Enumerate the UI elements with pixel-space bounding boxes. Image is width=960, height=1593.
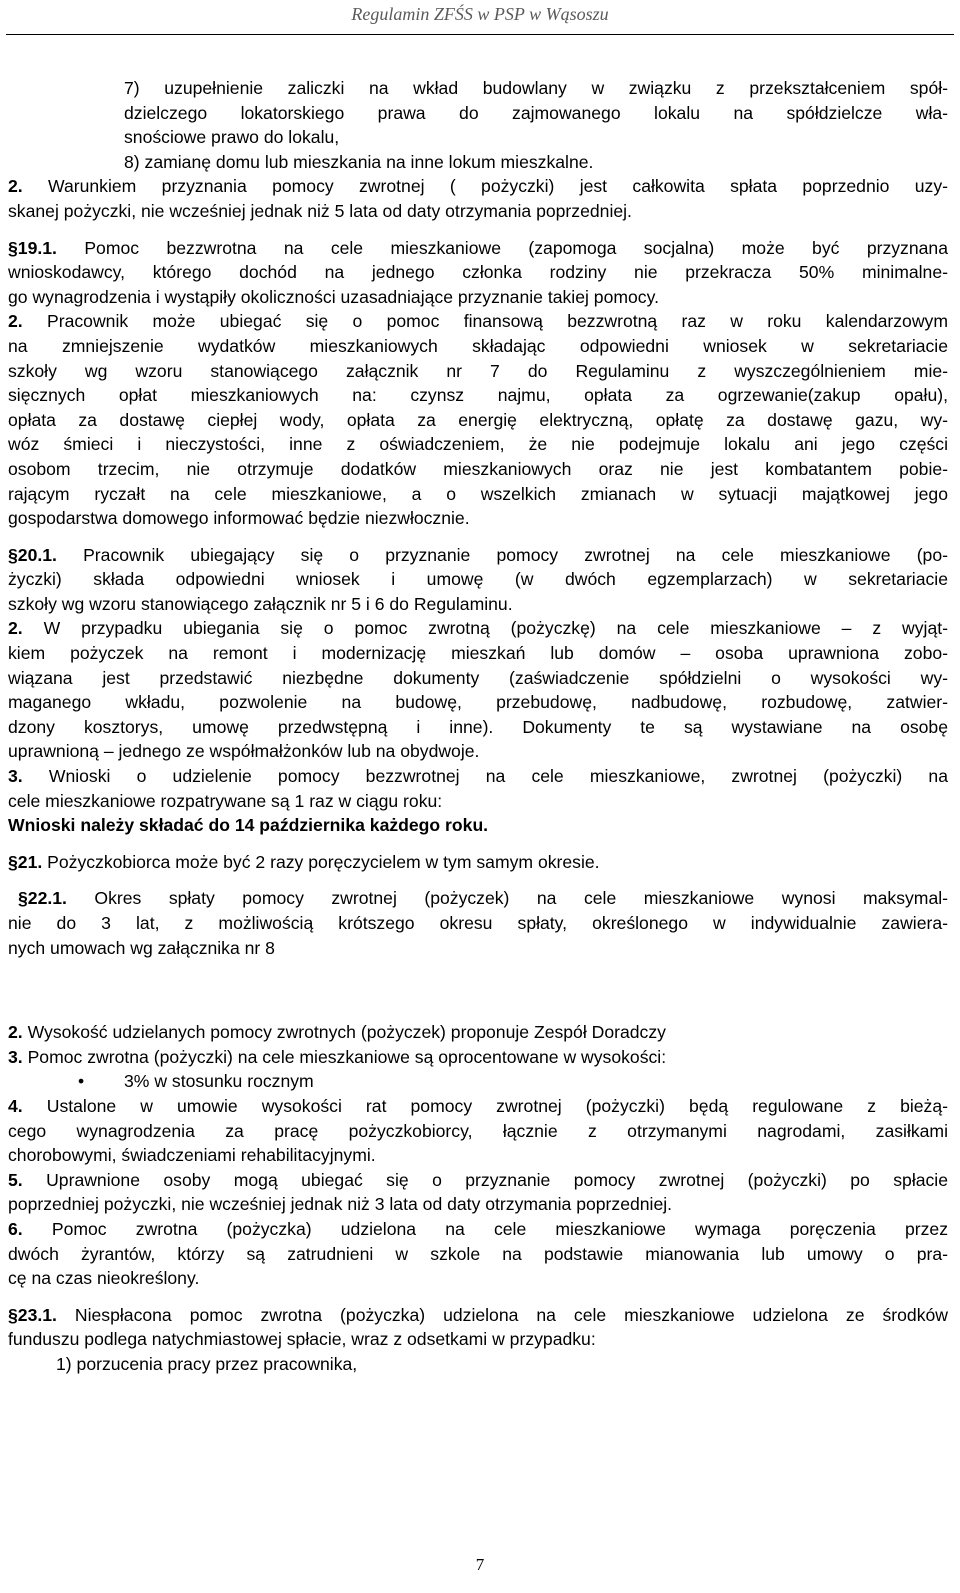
section-number: §23.1. (8, 1304, 57, 1325)
text-line: wóz śmieci i nieczystości, inne z oświadczeniem, że nie podejmuje lokalu ani jego części (8, 434, 948, 455)
text-line: uprawnioną – jednego ze współmałżonków lub na obydwoje. (8, 741, 480, 762)
text-line: skanej pożyczki, nie wcześniej jednak niż 5 lata od daty otrzymania poprzedniej. (8, 200, 632, 221)
section-number: §20.1. (8, 544, 57, 565)
text-line: cele mieszkaniowe rozpatrywane są 1 raz w ciągu roku: (8, 790, 443, 811)
section-number: §19.1. (8, 237, 57, 258)
text-line: osobom trzecim, nie otrzymuje dodatków mieszkaniowych oraz nie jest kombatantem pobie- (8, 458, 948, 479)
text-line: 5. Uprawnione osoby mogą ubiegać się o przyznanie pomocy zwrotnej (pożyczki) po spłacie (8, 1169, 948, 1190)
text-line: poprzedniej pożyczki, nie wcześniej jednak niż 3 lata od daty otrzymania poprzedniej. (8, 1194, 673, 1215)
text-line: dzielczego lokatorskiego prawa do zajmowanego lokalu na spółdzielcze wła- (124, 102, 948, 123)
text-line: funduszu podlega natychmiastowej spłacie, wraz z odsetkami w przypadku: (8, 1329, 596, 1350)
text-line: nych umowach wg załącznika nr 8 (8, 937, 275, 958)
text-line: 2. W przypadku ubiegania się o pomoc zwrotną (pożyczkę) na cele mieszkaniowe – z wyjąt- (8, 618, 948, 639)
text-line: wiązana jest przedstawić niezbędne dokumenty (zaświadczenie spółdzielni o wysokości wy- (8, 667, 948, 688)
text-line: wnioskodawcy, którego dochód na jednego członka rodziny nie przekracza 50% minimalne- (8, 262, 948, 283)
section-number: §21. (8, 851, 43, 872)
text-line: 6. Pomoc zwrotna (pożyczka) udzielona na cele mieszkaniowe wymaga poręczenia przez (8, 1218, 948, 1239)
text-line: cę na czas nieokreślony. (8, 1268, 200, 1289)
item-number: 2. (8, 176, 23, 197)
bullet-item: • 3% w stosunku rocznym (8, 1069, 948, 1094)
text-line: gospodarstwa domowego informować będzie niezwłocznie. (8, 508, 470, 529)
text-line: na zmniejszenie wydatków mieszkaniowych składając odpowiedni wniosek w sekretariacie (8, 335, 948, 356)
text-line: szkoły wg wzoru stanowiącego załącznik nr 5 i 6 do Regulaminu. (8, 593, 513, 614)
text-line: 2. Warunkiem przyznania pomocy zwrotnej ( pożyczki) jest całkowita spłata poprzednio uzy- (8, 176, 948, 197)
text-line: kiem pożyczek na remont i modernizację mieszkań lub domów – osoba uprawniona zobo- (8, 643, 948, 664)
section-23: §23.1. Niespłacona pomoc zwrotna (pożyczka) udzielona na cele mieszkaniowe udzielona ze środków (8, 1304, 948, 1325)
text-line: snościowe prawo do lokalu, (124, 127, 340, 148)
text-line: chorobowymi, świadczeniami rehabilitacyjnymi. (8, 1145, 376, 1166)
text-line: 2. Wysokość udzielanych pomocy zwrotnych (pożyczek) proponuje Zespół Doradczy (8, 1022, 666, 1043)
item-number: 2. (8, 618, 23, 639)
page-number: 7 (475, 1555, 485, 1574)
text-line: 3. Wnioski o udzielenie pomocy bezzwrotnej na cele mieszkaniowe, zwrotnej (pożyczki) na (8, 766, 948, 787)
section-22: §22.1. Okres spłaty pomocy zwrotnej (pożyczek) na cele mieszkaniowe wynosi maksymal- (18, 888, 948, 909)
text-line: sięcznych opłat mieszkaniowych na: czynsz najmu, opłata za ogrzewanie(zakup opału), (8, 385, 948, 406)
item-number: 3. (8, 766, 23, 787)
list-item: 1) porzucenia pracy przez pracownika, (56, 1353, 358, 1374)
item-number: 4. (8, 1095, 23, 1116)
item-number: 5. (8, 1169, 23, 1190)
header-rule (6, 34, 954, 35)
text-line: dwóch żyrantów, którzy są zatrudnieni w szkole na podstawie mianowania lub umowy o pra- (8, 1243, 948, 1264)
item-number: 3. (8, 1046, 23, 1067)
item-number: 2. (8, 311, 23, 332)
text-line: 2. Pracownik może ubiegać się o pomoc finansową bezzwrotną raz w roku kalendarzowym (8, 311, 948, 332)
text-line: opłata za dostawę ciepłej wody, opłata za energię elektryczną, opłatę za dostawę gazu, wy- (8, 409, 948, 430)
item-number: 6. (8, 1218, 23, 1239)
section-number: §22.1. (18, 888, 67, 909)
text-line: szkoły wg wzoru stanowiącego załącznik nr 7 do Regulaminu z wyszczególnieniem mie- (8, 360, 948, 381)
section-20: §20.1. Pracownik ubiegający się o przyznanie pomocy zwrotnej na cele mieszkaniowe (po- (8, 544, 948, 565)
text-line: 4. Ustalone w umowie wysokości rat pomocy zwrotnej (pożyczki) będą regulowane z bieżą- (8, 1095, 948, 1116)
text-line: cego wynagrodzenia za pracę pożyczkobiorcy, łącznie z otrzymanymi nagrodami, zasiłkami (8, 1120, 948, 1141)
text-line: rającym ryczałt na cele mieszkaniowe, a o wszelkich zmianach w sytuacji majątkowej jego (8, 483, 948, 504)
text-line: 7) uzupełnienie zaliczki na wkład budowlany w związku z przekształceniem spół- (124, 78, 948, 98)
text-line: 8) zamianę domu lub mieszkania na inne lokum mieszkalne. (124, 151, 594, 172)
text-line: 3. Pomoc zwrotna (pożyczki) na cele mieszkaniowe są oprocentowane w wysokości: (8, 1046, 667, 1067)
item-number: 2. (8, 1022, 23, 1043)
document-body (8, 76, 948, 1377)
page-header: Regulamin ZFŚS w PSP w Wąsoszu (351, 4, 609, 24)
text-line: maganego wkładu, pozwolenie na budowę, przebudowę, nadbudowę, rozbudowę, zatwier- (8, 692, 948, 713)
section-19: §19.1. Pomoc bezzwrotna na cele mieszkaniowe (zapomoga socjalna) może być przyznana (8, 237, 948, 258)
text-line: życzki) składa odpowiedni wniosek i umowę (w dwóch egzemplarzach) w sekretariacie (8, 569, 948, 590)
text-line: go wynagrodzenia i wystąpiły okoliczności uzasadniające przyznanie takiej pomocy. (8, 286, 659, 307)
section-21: §21. Pożyczkobiorca może być 2 razy poręczycielem w tym samym okresie. (8, 851, 600, 872)
text-line: nie do 3 lat, z możliwością krótszego okresu spłaty, określonego w indywidualnie zawiera- (8, 913, 948, 933)
deadline-note: Wnioski należy składać do 14 października każdego roku. (8, 815, 489, 836)
text-line: dzony kosztorys, umowę przedwstępną i inne). Dokumenty te są wystawiane na osobę (8, 716, 948, 737)
bullet-icon: • (78, 1071, 85, 1092)
